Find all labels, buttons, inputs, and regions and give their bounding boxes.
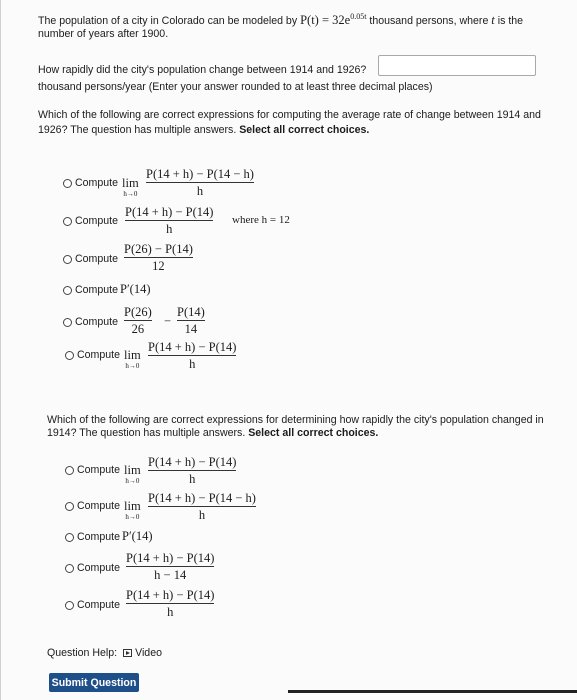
q3-option-3-radio[interactable] (65, 533, 74, 542)
q2-option-6-radio[interactable] (65, 351, 74, 360)
q3-select-all: Select all correct choices. (248, 427, 379, 439)
q3-prompt-line-2: 1914? The question has multiple answers. Select all correct choices. (47, 427, 379, 439)
q2-option-1-label: Compute (75, 177, 118, 189)
q3-option-3-label: Compute (77, 531, 120, 543)
intro-t-var: t (491, 13, 495, 28)
q2-option-4-expr: P′(14) (120, 282, 151, 296)
intro-exponent: 0.05t (350, 12, 367, 21)
q3-option-3-expr: P′(14) (122, 529, 153, 543)
video-icon (123, 649, 132, 657)
q2-option-5-label: Compute (75, 316, 118, 328)
intro-line-1 (38, 10, 523, 29)
q3-option-1-lim: lim h→0 (124, 463, 141, 485)
q2-option-2-fraction: P(14 + h) − P(14) h (125, 205, 214, 236)
q2-option-2-suffix: where h = 12 (232, 214, 290, 226)
q2-option-5-minus: − (164, 314, 172, 328)
q3-option-1-fraction: P(14 + h) − P(14) h (148, 455, 237, 486)
q3-option-5-fraction: P(14 + h) − P(14) h (126, 588, 215, 619)
q3-option-5-radio[interactable] (65, 601, 74, 610)
q2-select-all: Select all correct choices. (239, 124, 370, 136)
q3-option-1-radio[interactable] (65, 466, 74, 475)
q2-option-3-label: Compute (75, 253, 118, 265)
answer-input[interactable] (378, 55, 536, 76)
q2-option-5-fraction-1: P(26) 26 (124, 305, 152, 336)
q1-unit-line: thousand persons/year (Enter your answer rounded to at least three decimal places) (38, 81, 433, 93)
q2-option-1-fraction: P(14 + h) − P(14 − h) h (146, 167, 254, 198)
intro-text-2: thousand persons, where (369, 15, 489, 28)
q2-option-1-lim: lim h→0 (122, 176, 139, 198)
intro-text-3: is the (497, 15, 524, 28)
q3-option-4-radio[interactable] (65, 564, 74, 573)
q3-option-2-radio[interactable] (65, 502, 74, 511)
q3-option-4-fraction: P(14 + h) − P(14) h − 14 (126, 551, 215, 582)
intro-formula: $P(t) = 32e^{0.05t}$ (300, 12, 367, 28)
q2-option-5-radio[interactable] (63, 318, 72, 327)
question-help-label: Question Help: (47, 647, 118, 659)
q2-option-3-radio[interactable] (63, 255, 72, 264)
intro-line-2: number of years after 1900. (38, 28, 169, 40)
q2-option-6-fraction: P(14 + h) − P(14) h (148, 340, 237, 371)
q3-option-2-lim: lim h→0 (124, 499, 141, 521)
intro-text-1: The population of a city in Colorado can be modeled by (38, 15, 298, 28)
q3-option-2-fraction: P(14 + h) − P(14 − h) h (148, 491, 256, 522)
q3-option-4-label: Compute (77, 562, 120, 574)
bottom-edge-bar (288, 690, 577, 693)
q2-option-4-label: Compute (75, 284, 118, 296)
q2-option-6-lim: lim h→0 (124, 348, 141, 370)
video-link-label: Video (135, 647, 162, 659)
q2-option-5-fraction-2: P(14) 14 (177, 305, 205, 336)
question-help (47, 647, 162, 659)
q3-option-2-label: Compute (77, 500, 120, 512)
q1-prompt: How rapidly did the city's population change between 1914 and 1926? (38, 64, 367, 76)
q3-option-1-label: Compute (77, 464, 120, 476)
q2-option-4-radio[interactable] (63, 286, 72, 295)
q2-prompt-line-2: 1926? The question has multiple answers. Select all correct choices. (38, 124, 370, 136)
q2-option-2-radio[interactable] (63, 217, 72, 226)
q2-prompt-line-1: Which of the following are correct expressions for computing the average rate of change between 1914 and (38, 109, 541, 121)
q2-option-2-label: Compute (75, 215, 118, 227)
q2-option-3-fraction: P(26) − P(14) 12 (124, 242, 193, 273)
q2-option-6-label: Compute (77, 349, 120, 361)
video-link[interactable] (123, 647, 162, 659)
q2-option-1-radio[interactable] (63, 179, 72, 188)
frame-left-border (0, 0, 1, 700)
submit-question-button[interactable]: Submit Question (49, 673, 139, 692)
q3-prompt-line-1: Which of the following are correct expressions for determining how rapidly the city's population changed in (47, 414, 544, 426)
q3-option-5-label: Compute (77, 599, 120, 611)
